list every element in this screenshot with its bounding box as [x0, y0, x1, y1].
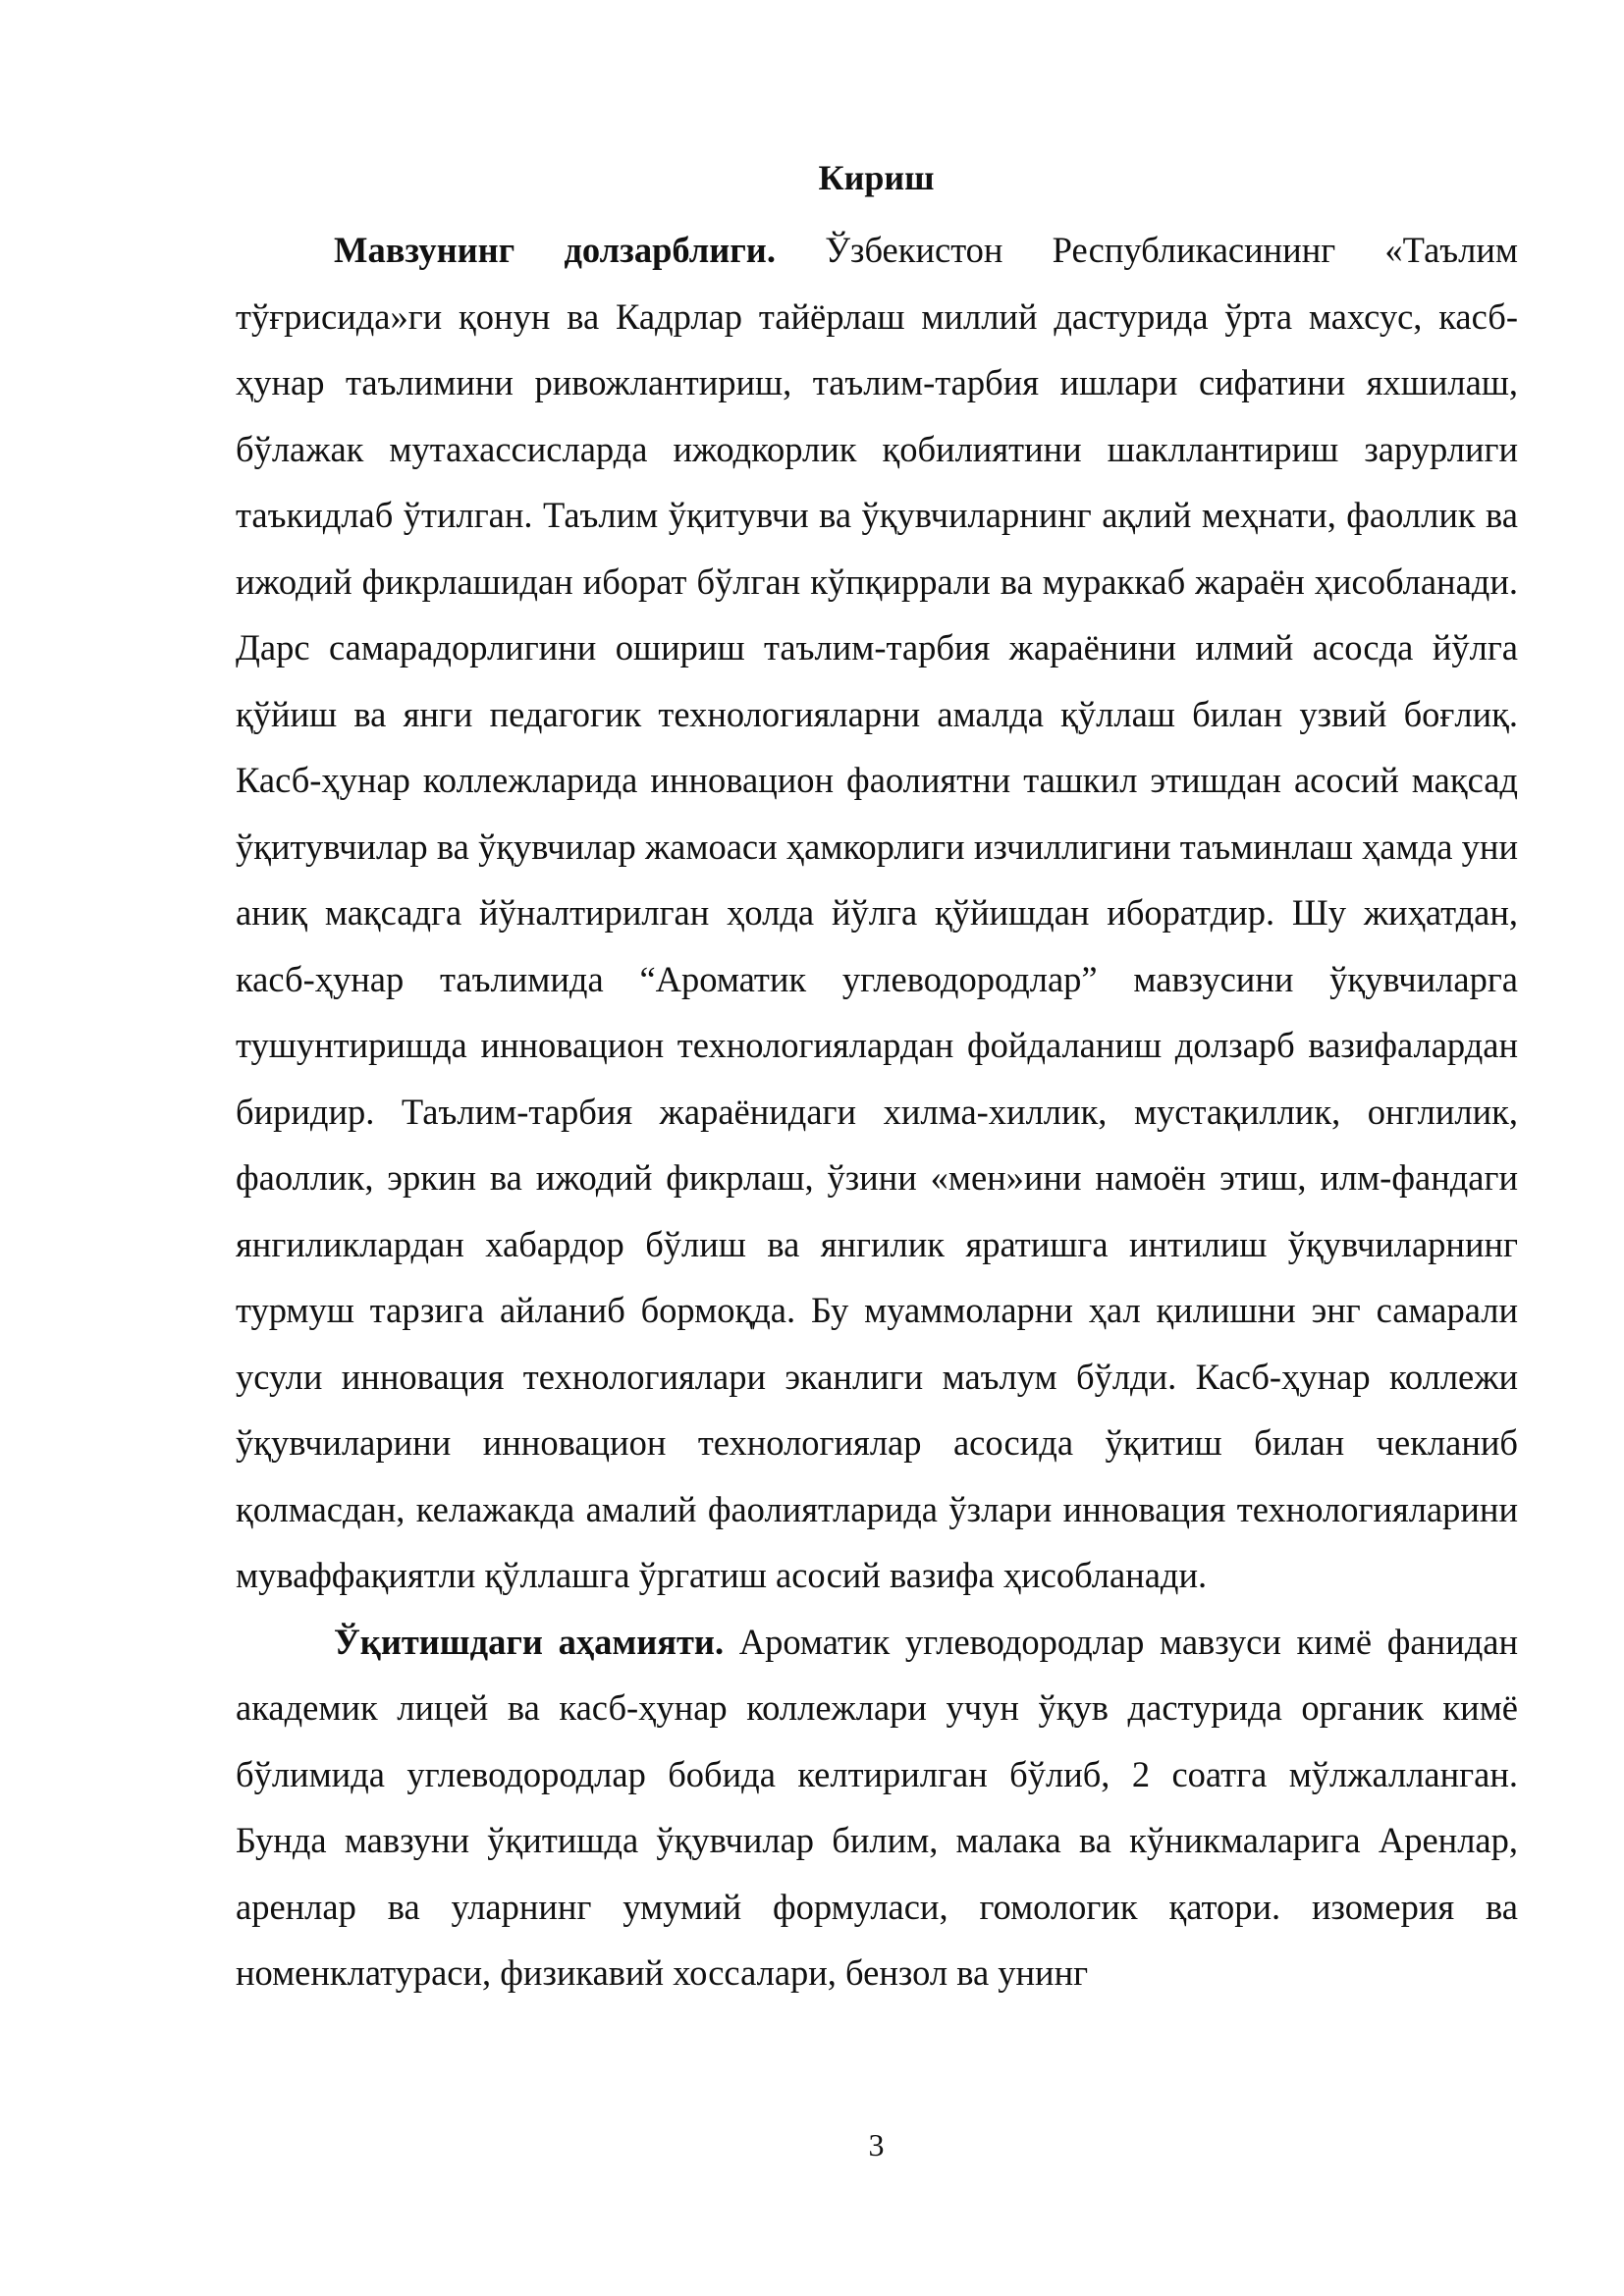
page-number: 3: [868, 2127, 885, 2163]
paragraph-significance: [236, 1609, 1518, 2006]
paragraph-relevance: [236, 217, 1518, 1609]
paragraph-lead-relevance: Мавзунинг долзарблиги.: [334, 230, 776, 270]
section-heading: Кириш: [818, 158, 935, 197]
paragraph-text-relevance: Ўзбекистон Республикасининг «Таълим тўғрисида»ги қонун ва Кадрлар тайёрлаш миллий дастурида ўрта махсус, касб-ҳунар таълимини ривожлантириш, таълим-тарбия ишлари сифатини яхшилаш, бўлажак мутахассисларда ижодкорлик қобилиятини шакллантириш зарурлиги таъкидлаб ўтилган. Таълим ўқитувчи ва ўқувчиларнинг ақлий меҳнати, фаоллик ва ижодий фикрлашидан иборат бўлган кўпқиррали ва мураккаб жараён ҳисобланади. Дарс самарадорлигини ошириш таълим-тарбия жараёнини илмий асосда йўлга қўйиш ва янги педагогик технологияларни амалда қўллаш билан узвий боғлиқ. Касб-ҳунар коллежларида инновацион фаолиятни ташкил этишдан асосий мақсад ўқитувчилар ва ўқувчилар жамоаси ҳамкорлиги изчиллигини таъминлаш ҳамда уни аниқ мақсадга йўналтирилган ҳолда йўлга қўйишдан иборатдир. Шу жиҳатдан, касб-ҳунар таълимида “Ароматик углеводородлар” мавзусини ўқувчиларга тушунтиришда инновацион технологиялардан фойдаланиш долзарб вазифалардан биридир. Таълим-тарбия жараёнидаги хилма-хиллик, мустақиллик, онглилик, фаоллик, эркин ва ижодий фикрлаш, ўзини «мен»ини намоён этиш, илм-фандаги янгиликлардан хабардор бўлиш ва янгилик яратишга интилиш ўқувчиларнинг турмуш тарзига айланиб бормоқда. Бу муаммоларни ҳал қилишни энг самарали усули инновация технологиялари эканлиги маълум бўлди. Касб-ҳунар коллежи ўқувчиларини инновацион технологиялар асосида ўқитиш билан чекланиб қолмасдан, келажакда амалий фаолиятларида ўзлари инновация технологияларини муваффақиятли қўллашга ўргатиш асосий вазифа ҳисобланади.: [236, 230, 1518, 1595]
paragraph-lead-significance: Ўқитишдаги аҳамияти.: [334, 1621, 725, 1662]
paragraph-text-significance: Ароматик углеводородлар мавзуси кимё фанидан академик лицей ва касб-ҳунар коллежлари учун ўқув дастурида органик кимё бўлимида углеводородлар бобида келтирилган бўлиб, 2 соатга мўлжалланган. Бунда мавзуни ўқитишда ўқувчилар билим, малака ва кўникмаларига Аренлар, аренлар ва уларнинг умумий формуласи, гомологик қатори. изомерия ва номенклатураси, физикавий хоссалари, бензол ва унинг: [236, 1621, 1518, 1993]
body-text: [236, 217, 1518, 2006]
